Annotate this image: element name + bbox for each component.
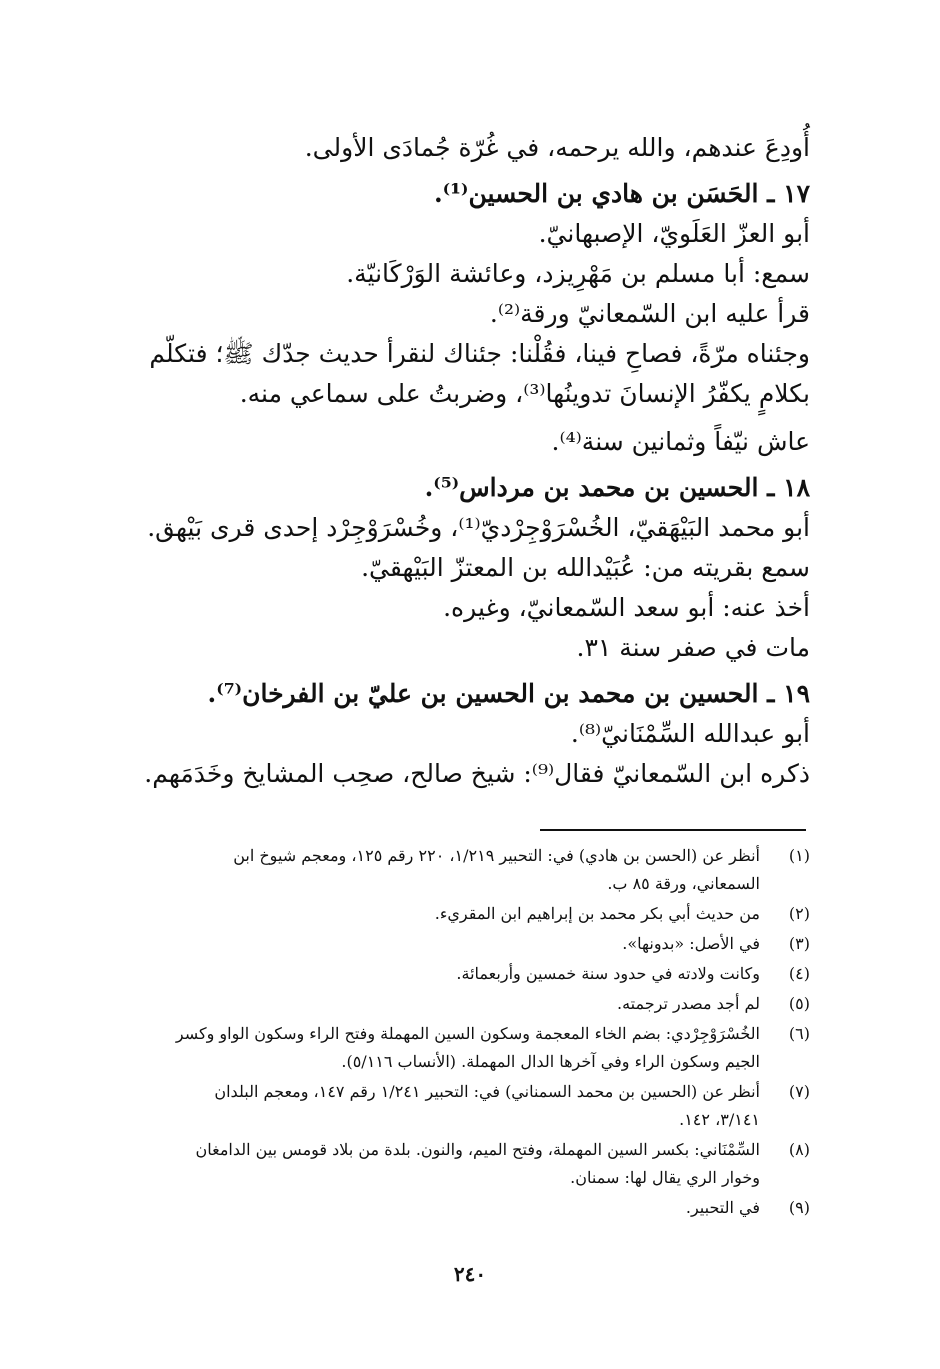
footnote: [85, 990, 810, 1018]
footnote-text: [85, 1020, 760, 1076]
footnote-line: من حديث أبي بكر محمد بن إبراهيم ابن المقريء.: [434, 904, 760, 923]
entry-heading-19: ١٩ ـ الحسين بن محمد بن الحسين بن عليّ بن الفرخان⁽⁷⁾.: [207, 679, 810, 708]
footnote: [85, 930, 810, 958]
footnote-text: [85, 960, 760, 988]
text-line: مات في صفر سنة ٣١.: [576, 633, 810, 662]
text-line: ذكره ابن السّمعانيّ فقال⁽⁹⁾: شيخ صالح، صحِب المشايخ وخَدَمَهم.: [144, 759, 810, 788]
main-text: [144, 128, 810, 794]
footnote-number: (٣): [788, 934, 810, 953]
footnote-line: في التحبير.: [685, 1198, 760, 1217]
footnote: [85, 1194, 810, 1222]
footnote: [85, 900, 810, 928]
footnote-line: لم أجد مصدر ترجمته.: [617, 994, 760, 1013]
footnote-number: (٥): [788, 994, 810, 1013]
text-line: وجئناه مرّةً، فصاحِ فينا، فقُلْنا: جئناك لنقرأ حديث جدّك ﷺ؛ فتكلّم: [149, 339, 810, 368]
footnote-text: [85, 1136, 760, 1192]
footnote-text: [85, 842, 760, 898]
footnote-text: [85, 900, 760, 928]
footnote-number: (٢): [788, 904, 810, 923]
footnote-text: [85, 930, 760, 958]
footnote-number: (٧): [788, 1082, 810, 1101]
footnote-text: [85, 1194, 760, 1222]
footnote: [85, 1020, 810, 1076]
footnote-line: وخوار الري يقال لها: سمنان.: [570, 1168, 760, 1187]
footnote-line: السِّمْنَاني: بكسر السين المهملة، وفتح الميم، والنون. بلدة من بلاد قومس بين الدامغان: [195, 1140, 760, 1159]
text-line: أبو عبدالله السِّمْنَانيّ⁽⁸⁾.: [570, 719, 810, 748]
footnote: [85, 1136, 810, 1192]
footnote: [85, 842, 810, 898]
footnote-line: ٣/١٤١، ١٤٢.: [679, 1110, 760, 1129]
footnotes: [85, 842, 810, 1224]
text-line: أخذ عنه: أبو سعد السّمعانيّ، وغيره.: [443, 593, 810, 622]
text-line: عاش نيّفاً وثمانين سنة⁽⁴⁾.: [551, 427, 810, 456]
text-line: أبو محمد البَيْهَقيّ، الخُسْرَوْجِرْديّ⁽¹⁾، وخُسْرَوْجِرْد إحدى قرى بَيْهق.: [147, 513, 810, 542]
footnote-number: (٦): [788, 1024, 810, 1043]
footnote-number: (٩): [788, 1198, 810, 1217]
footnote-text: [85, 1078, 760, 1134]
text-line: قرأ عليه ابن السّمعانيّ ورقة⁽²⁾.: [489, 299, 810, 328]
footnote-divider: [540, 829, 806, 831]
text-line: بكلامٍ يكفّرُ الإنسانَ تدوينُها⁽³⁾، وضربتُ على سماعي منه.: [239, 379, 810, 408]
footnote-number: (٤): [788, 964, 810, 983]
footnote-line: الجيم وسكون الراء وفي آخرها الدال المهملة. (الأنساب ٥/١١٦).: [341, 1052, 760, 1071]
footnote-line: أنظر عن (الحسين بن محمد السمناني) في: التحبير ١/٢٤١ رقم ١٤٧، ومعجم البلدان: [214, 1082, 760, 1101]
text-line: أبو العزّ العَلَويّ، الإصبهانيّ.: [538, 219, 810, 248]
entry-heading-17: ١٧ ـ الحَسَن بن هادي بن الحسين⁽¹⁾.: [433, 179, 810, 208]
footnote-line: الخُسْرَوْجِرْدي: بضم الخاء المعجمة وسكون السين المهملة وفتح الراء وسكون الواو وكسر: [175, 1024, 760, 1043]
footnote: [85, 960, 810, 988]
footnote: [85, 1078, 810, 1134]
text-line: سمع بقريته من: عُبَيْدالله بن المعتزّ البَيْهقيّ.: [361, 553, 810, 582]
text-line: أُودِعَ عندهم، والله يرحمه، في غُرّة جُمادَى الأولى.: [304, 133, 810, 162]
entry-heading-18: ١٨ ـ الحسين بن محمد بن مرداس⁽⁵⁾.: [424, 473, 810, 502]
page-number: ٢٤٠: [453, 1262, 487, 1286]
text-line: سمع: أبا مسلم بن مَهْرِيزد، وعائشة الوَرْكَانيّة.: [346, 259, 810, 288]
footnote-text: [85, 990, 760, 1018]
footnote-line: وكانت ولادته في حدود سنة خمسين وأربعمائة.: [456, 964, 760, 983]
footnote-number: (٨): [788, 1140, 810, 1159]
footnote-line: السمعاني، ورقة ٨٥ ب.: [607, 874, 760, 893]
footnote-number: (١): [788, 846, 810, 865]
footnote-line: في الأصل: «بدونها».: [622, 934, 760, 953]
footnote-line: أنظر عن (الحسن بن هادي) في: التحبير ١/٢١٩، ٢٢٠ رقم ١٢٥، ومعجم شيوخ ابن: [233, 846, 760, 865]
